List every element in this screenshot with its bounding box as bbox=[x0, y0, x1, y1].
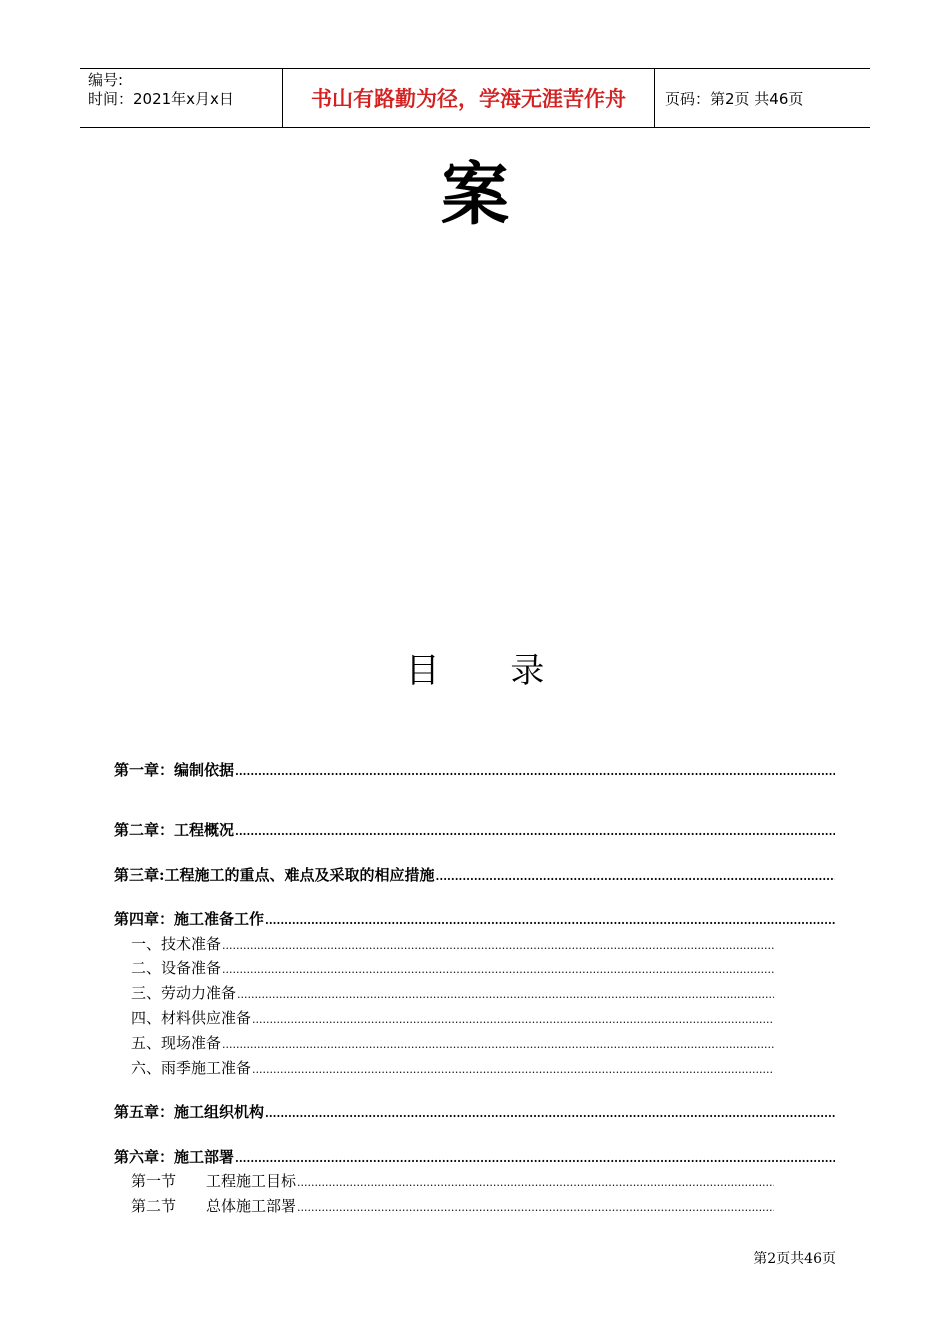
toc-entry[interactable] bbox=[131, 1195, 774, 1216]
toc-entry-label: 第六章：施工部署 bbox=[114, 1148, 235, 1166]
toc-entry[interactable] bbox=[131, 1057, 774, 1078]
document-number-label: 编号: bbox=[88, 71, 124, 89]
toc-entry-label: 第一节 工程施工目标 bbox=[131, 1172, 297, 1190]
header-motto: 书山有路勤为径，学海无涯苦作舟 bbox=[282, 69, 655, 127]
toc-entry-label: 第二章：工程概况 bbox=[114, 821, 235, 839]
toc-entry[interactable] bbox=[114, 759, 835, 780]
toc-entry-label: 第五章：施工组织机构 bbox=[114, 1103, 265, 1121]
dot-leader bbox=[222, 1038, 774, 1051]
toc-entry[interactable] bbox=[131, 982, 774, 1003]
toc-entry-label: 六、雨季施工准备 bbox=[131, 1059, 252, 1077]
title-character: 案 bbox=[440, 155, 509, 235]
toc-title: 目 录 bbox=[405, 651, 575, 691]
dot-leader bbox=[297, 1201, 774, 1214]
toc-entry[interactable] bbox=[131, 1007, 774, 1028]
toc-entry-label: 三、劳动力准备 bbox=[131, 984, 237, 1002]
dot-leader bbox=[235, 825, 835, 838]
toc-entry-label: 第一章：编制依据 bbox=[114, 761, 235, 779]
toc-entry[interactable] bbox=[114, 1101, 835, 1122]
toc-entry[interactable] bbox=[114, 819, 835, 840]
toc-entry[interactable] bbox=[131, 933, 774, 954]
page-footer: 第2页共46页 bbox=[753, 1251, 836, 1267]
toc-entry-label: 第四章：施工准备工作 bbox=[114, 910, 265, 928]
dot-leader bbox=[436, 870, 835, 883]
toc-entry-label: 五、现场准备 bbox=[131, 1034, 222, 1052]
header-page-info: 页码：第2页 共46页 bbox=[665, 89, 804, 108]
dot-leader bbox=[222, 939, 774, 952]
dot-leader bbox=[237, 988, 774, 1001]
toc-entry-label: 二、设备准备 bbox=[131, 959, 222, 977]
dot-leader bbox=[265, 1107, 835, 1120]
page-header bbox=[80, 68, 870, 128]
dot-leader bbox=[222, 963, 774, 976]
toc-entry-label: 一、技术准备 bbox=[131, 935, 222, 953]
toc-entry-label: 四、材料供应准备 bbox=[131, 1009, 252, 1027]
dot-leader bbox=[235, 765, 835, 778]
toc-entry[interactable] bbox=[131, 957, 774, 978]
dot-leader bbox=[265, 914, 835, 927]
dot-leader bbox=[252, 1063, 774, 1076]
document-time-label: 时间：2021年x月x日 bbox=[88, 90, 234, 108]
toc-entry[interactable] bbox=[131, 1170, 774, 1191]
dot-leader bbox=[252, 1013, 774, 1026]
dot-leader bbox=[297, 1176, 774, 1189]
toc-entry[interactable] bbox=[114, 1146, 835, 1167]
toc-entry-label: 第三章:工程施工的重点、难点及采取的相应措施 bbox=[114, 866, 435, 884]
header-meta bbox=[80, 69, 282, 127]
toc-entry[interactable] bbox=[114, 908, 835, 929]
toc-entry-label: 第二节 总体施工部署 bbox=[131, 1197, 297, 1215]
toc-entry[interactable] bbox=[114, 864, 835, 885]
dot-leader bbox=[235, 1152, 835, 1165]
toc-entry[interactable] bbox=[131, 1032, 774, 1053]
